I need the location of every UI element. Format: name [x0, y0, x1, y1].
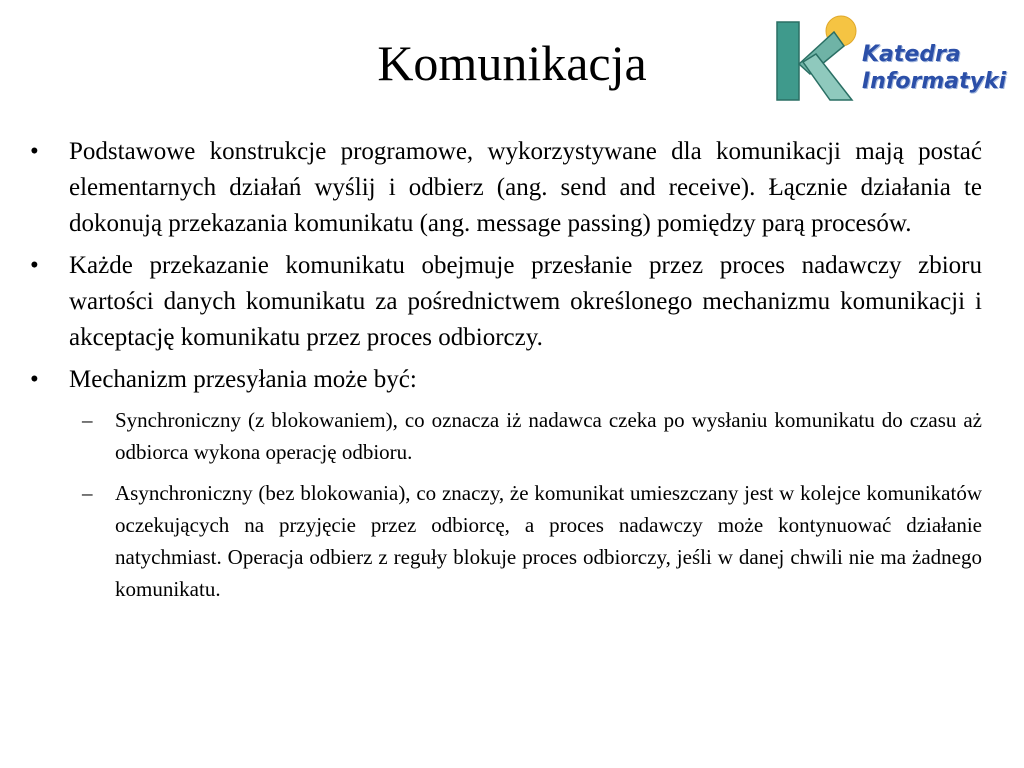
bullet-marker: • [30, 138, 39, 165]
bullet-text: Podstawowe konstrukcje programowe, wykorzystywane dla komunikacji mają postać elementarnych działań wyślij i odbierz (ang. send and receive). Łącznie działania te dokonują przekazania komunikatu (ang. message passing) pomiędzy parą procesów. [69, 138, 982, 237]
bullet-item-2 [30, 248, 982, 356]
sub-bullet-marker: – [82, 408, 93, 432]
bullet-item-3 [30, 362, 982, 398]
logo-line-katedra: Katedra [862, 42, 961, 67]
logo-k-stem [777, 22, 799, 100]
bullet-marker: • [30, 252, 39, 279]
sub-bullet-marker: – [82, 481, 93, 505]
bullet-text: Każde przekazanie komunikatu obejmuje przesłanie przez proces nadawczy zbioru wartości danych komunikatu za pośrednictwem określonego mechanizmu komunikacji i akceptację komunikatu przez proces odbiorczy. [69, 252, 982, 351]
logo-text [862, 41, 1006, 95]
bullet-text: Mechanizm przesyłania może być: [69, 366, 417, 393]
sub-bullet-text: Synchroniczny (z blokowaniem), co oznacza iż nadawca czeka po wysłaniu komunikatu do czasu aż odbiorca wykona operację odbioru. [115, 408, 982, 464]
bullet-item-1 [30, 134, 982, 242]
slide-title: Komunikacja [377, 35, 647, 91]
bullet-marker: • [30, 366, 39, 393]
logo-line-informatyki: Informatyki [862, 69, 1007, 94]
sub-bullet-text: Asynchroniczny (bez blokowania), co znaczy, że komunikat umieszczany jest w kolejce komunikatów oczekujących na przyjęcie przez odbiorcę, a proces nadawczy może kontynuować działanie natychmiast. Operacja odbierz z reguły blokuje proces odbiorczy, jeśli w danej chwili nie ma żadnego komunikatu. [115, 481, 982, 601]
katedra-informatyki-logo [772, 14, 1012, 106]
slide-content [30, 134, 982, 614]
sub-bullet-item-2 [30, 477, 982, 605]
logo-k-lower-leg [803, 54, 852, 100]
sub-bullet-item-1 [30, 404, 982, 468]
